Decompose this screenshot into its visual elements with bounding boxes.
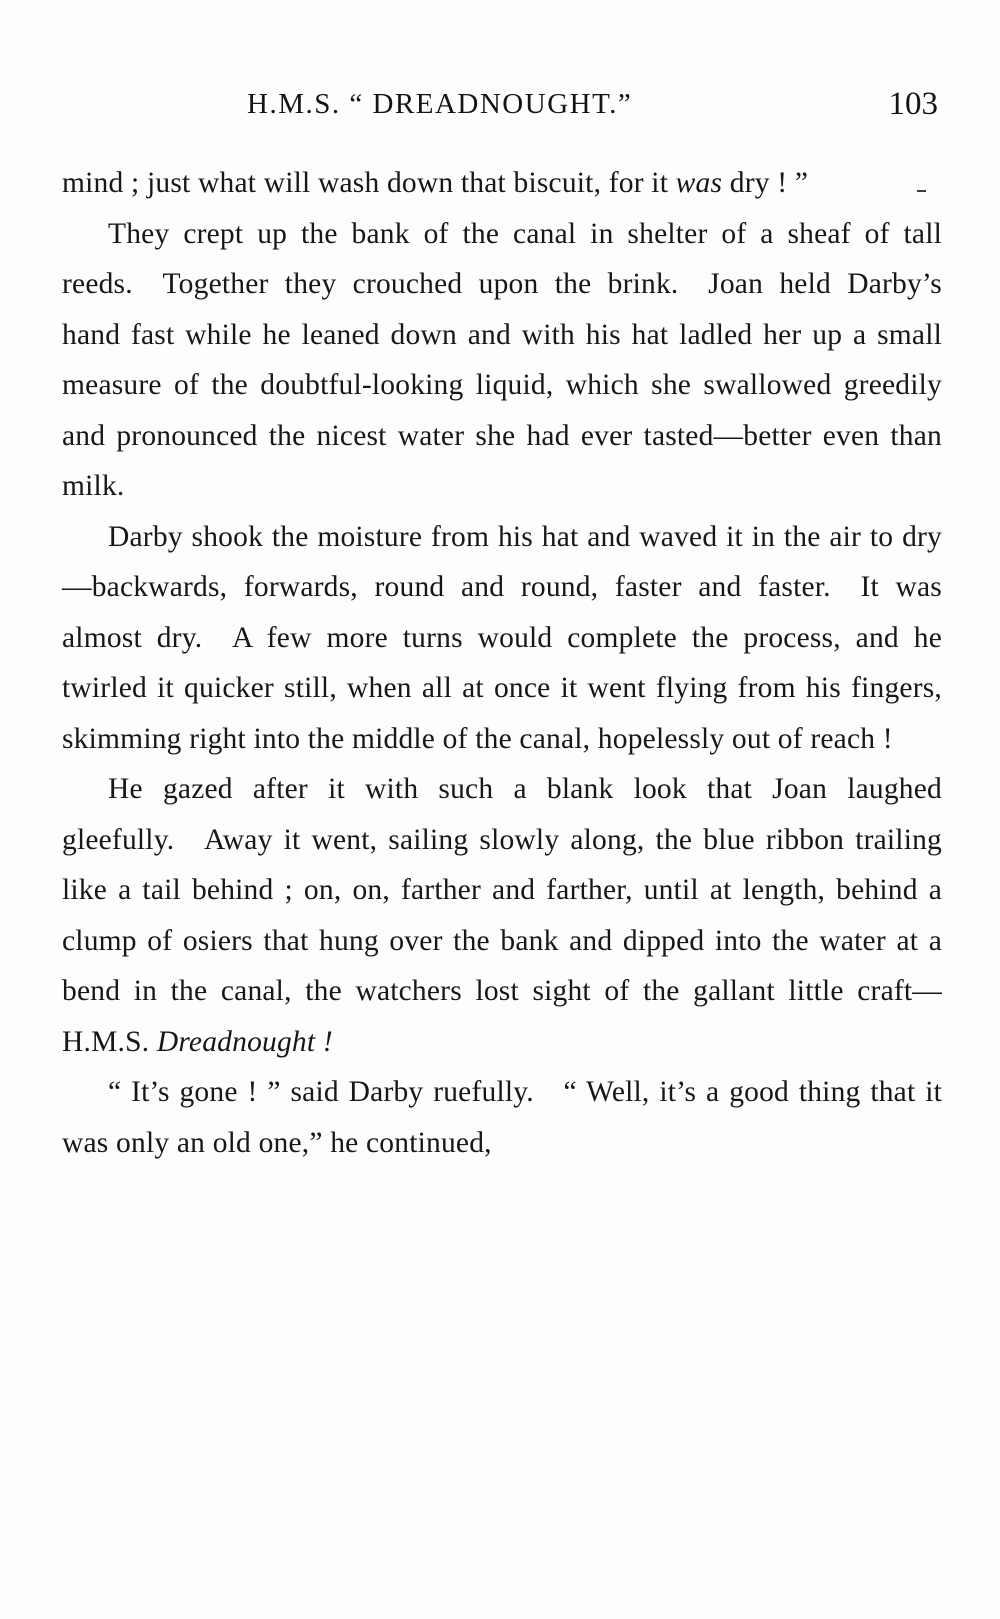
paragraph: mind ; just what will wash down that biscuit, for it was dry ! ” (62, 167, 809, 199)
page-body (62, 158, 942, 1168)
paragraph: They crept up the bank of the canal in shelter of a sheaf of tall reeds. Together they crouched upon the brink. Joan held Darby’s hand fast while he leaned down and with his hat ladled her up a small measure of the doubtful-looking liquid, which she swallowed greedily and pronounced the nicest water she had ever tasted—better even than milk. (62, 217, 942, 502)
page-header (62, 88, 938, 132)
paragraph: He gazed after it with such a blank look that Joan laughed gleefully. Away it went, sailing slowly along, the blue ribbon trailing like a tail behind ; on, on, farther and farther, until at length, behind a clump of osiers that hung over the bank and dipped into the water at a bend in the canal, the watchers lost sight of the gallant little craft—H.M.S. Dreadnought ! (62, 773, 942, 1058)
page-number: 103 (888, 86, 938, 122)
paragraph: “ It’s gone ! ” said Darby ruefully. “ Well, it’s a good thing that it was only an old one,” he continued, (62, 1076, 942, 1159)
running-head: H.M.S. “ DREADNOUGHT.” (247, 88, 633, 120)
paragraph: Darby shook the moisture from his hat and waved it in the air to dry—backwards, forwards, round and round, faster and faster. It was almost dry. A few more turns would complete the process, and he twirled it quicker still, when all at once it went flying from his fingers, skimming right into the middle of the canal, hopelessly out of reach ! (62, 520, 942, 755)
